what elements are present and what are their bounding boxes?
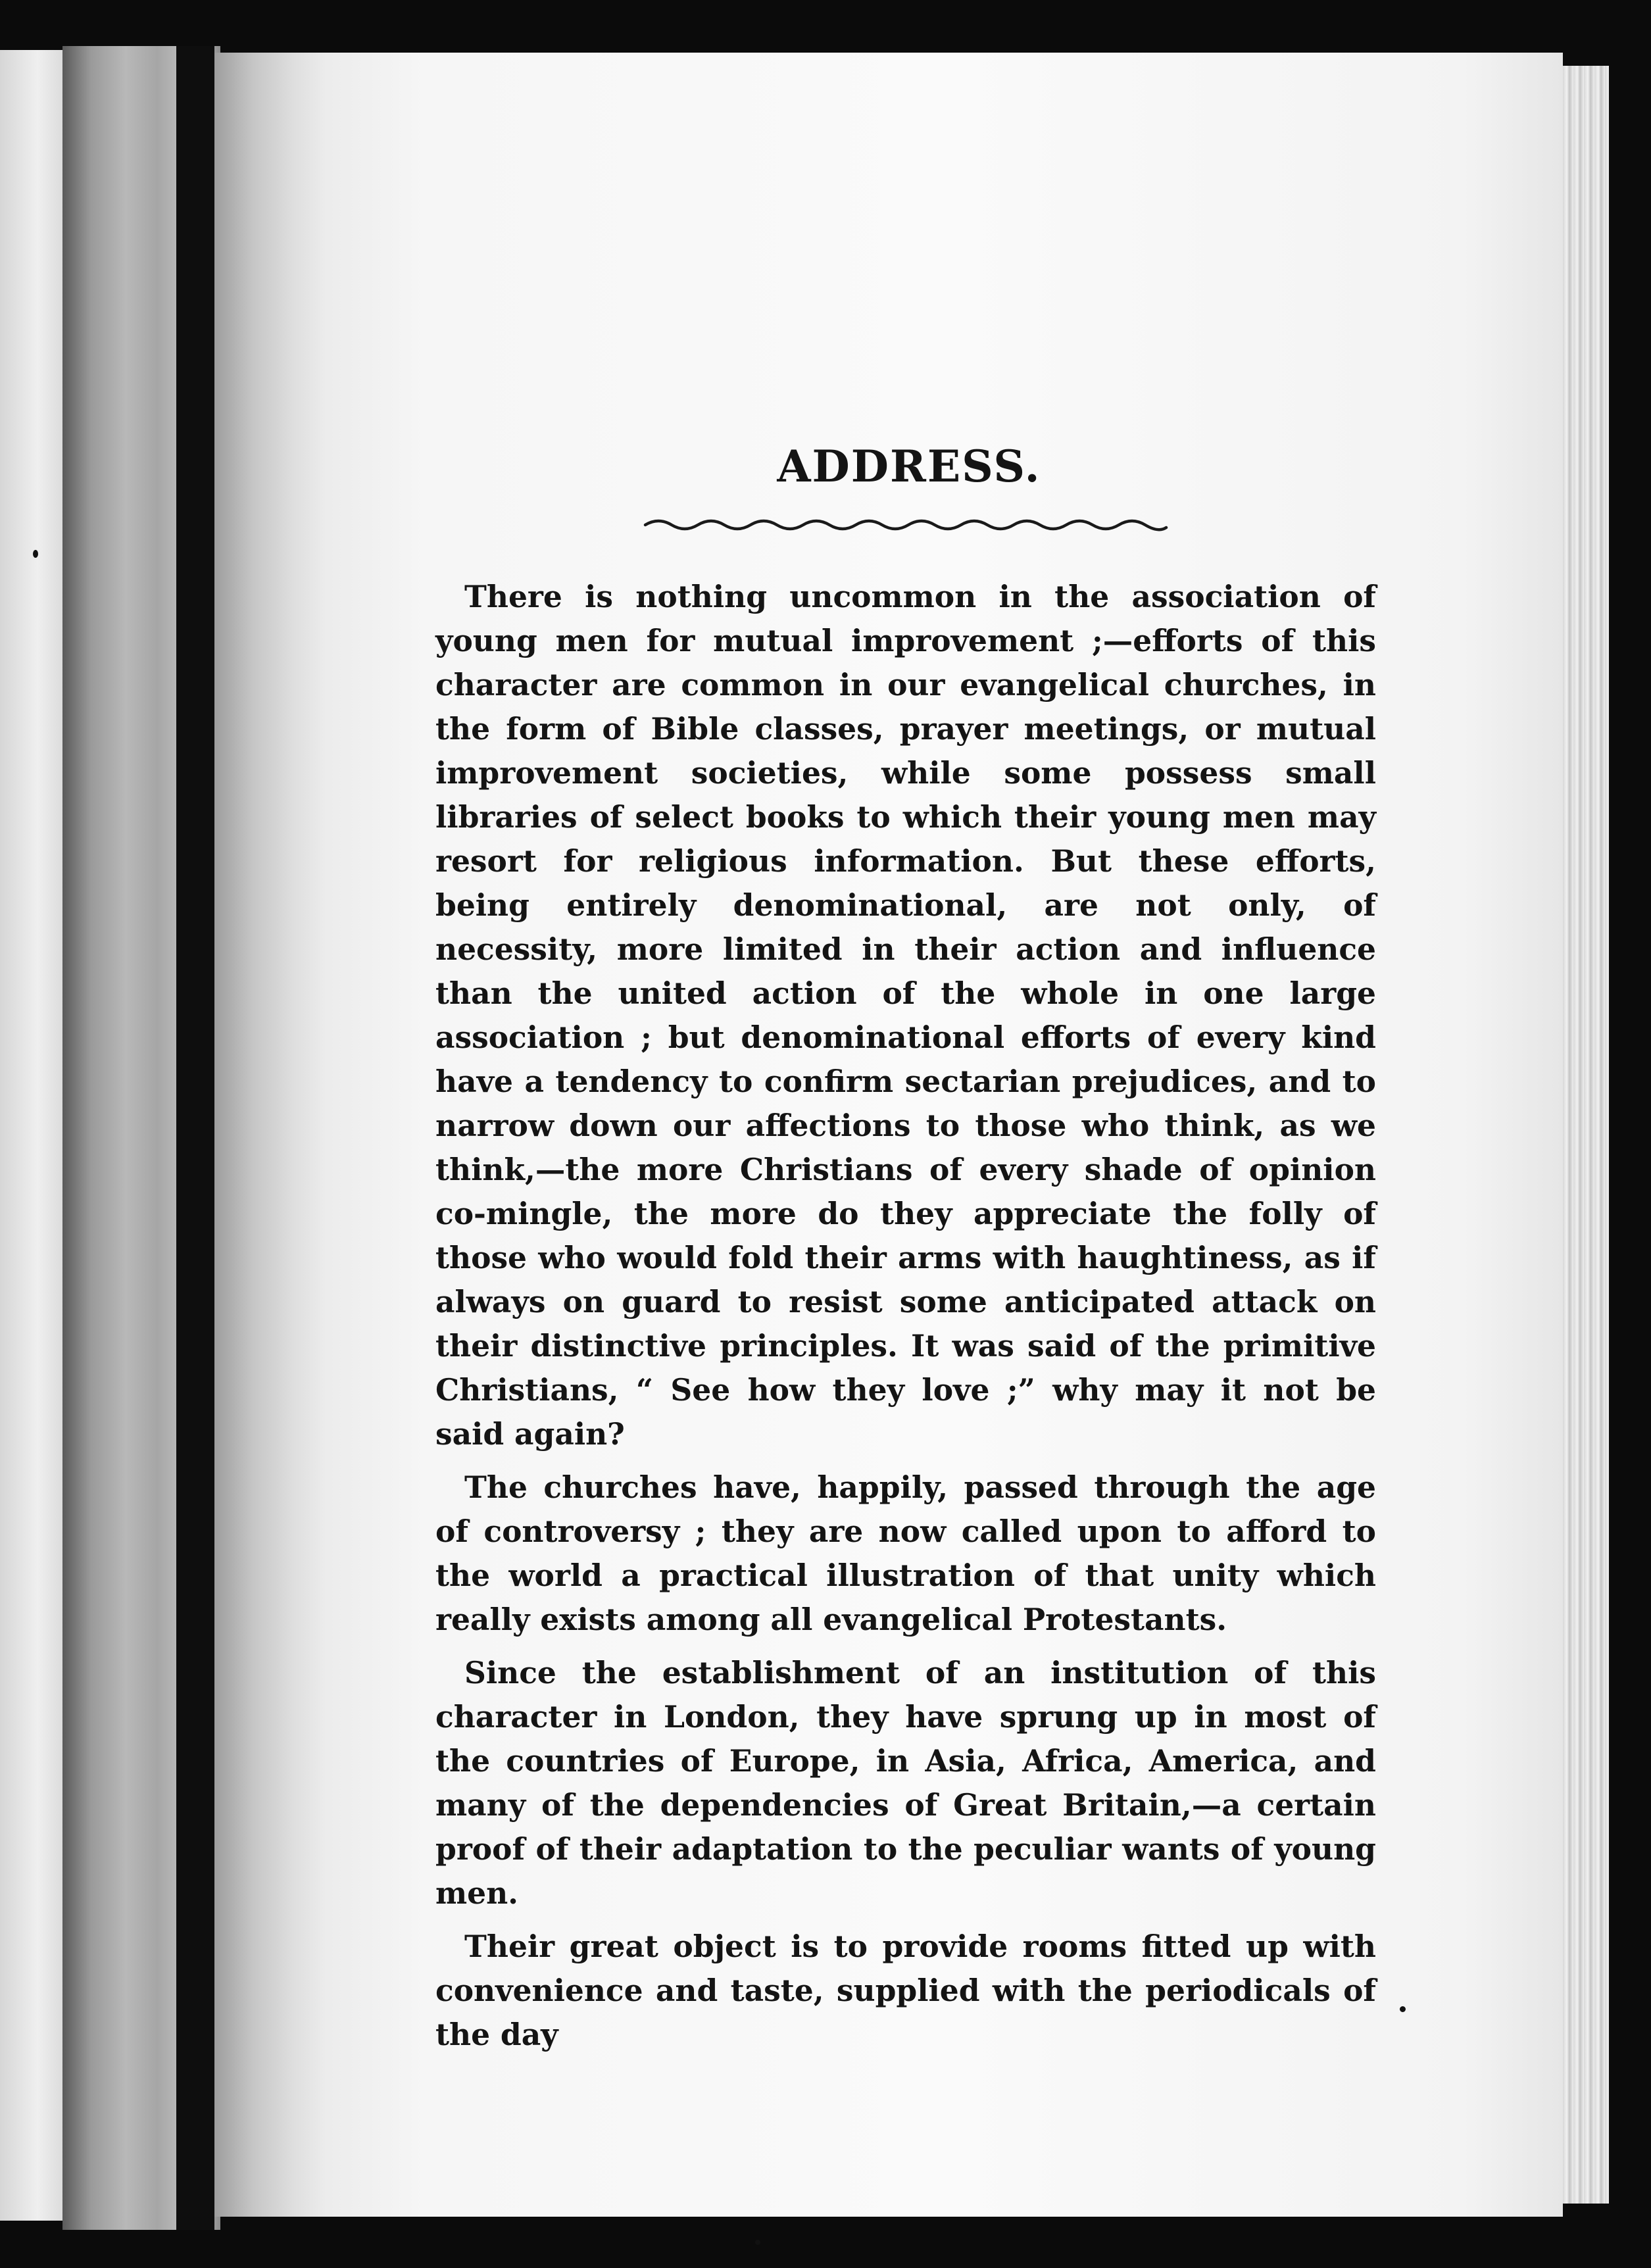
page-curl-shadow — [214, 53, 326, 2217]
wavy-rule-ornament — [643, 516, 1169, 535]
left-page-edge — [0, 50, 62, 2221]
scan-border-right — [1609, 0, 1651, 2268]
paragraph: There is nothing uncommon in the association of young men for mutual improvement ;—efforts of this character are common in our evangelical churches, in the form of Bible classes, prayer meetings, or mutual improvement societies, while some possess small libraries of select books to which their young men may resort for religious information. But these efforts, being entirely denominational, are not only, of necessity, more limited in their action and influence than the united action of the whole in one large association ; but denominational efforts of every kind have a tendency to confirm sectarian prejudices, and to narrow down our affections to those who think, as we think,—the more Christians of every shade of opinion co-mingle, the more do they appreciate the folly of those who would fold their arms with haughtiness, as if always on guard to resist some anticipated attack on their distinctive principles. It was said of the primitive Christians, “ See how they love ;” why may it not be said again? — [435, 579, 1376, 1452]
page-content — [435, 441, 1376, 2066]
page-title: ADDRESS. — [777, 441, 1041, 492]
ink-speck — [755, 2240, 760, 2245]
paragraph: Their great object is to provide rooms fitted up with convenience and taste, supplied with the periodicals of the day — [435, 1929, 1376, 2052]
ink-speck — [33, 550, 38, 558]
paragraph: Since the establishment of an institution of this character in London, they have sprung up in most of the countries of Europe, in Asia, Africa, America, and many of the dependencies of Great Britain,—a certain proof of their adaptation to the peculiar wants of young men. — [435, 1655, 1376, 1911]
gutter-shadow — [176, 46, 214, 2230]
right-page-edges — [1563, 66, 1609, 2204]
ink-speck — [1400, 2006, 1406, 2012]
paragraph: The churches have, happily, passed through the age of controversy ; they are now called upon to afford to the world a practical illustration of that unity which really exists among all evangelical Protestants. — [435, 1469, 1376, 1637]
